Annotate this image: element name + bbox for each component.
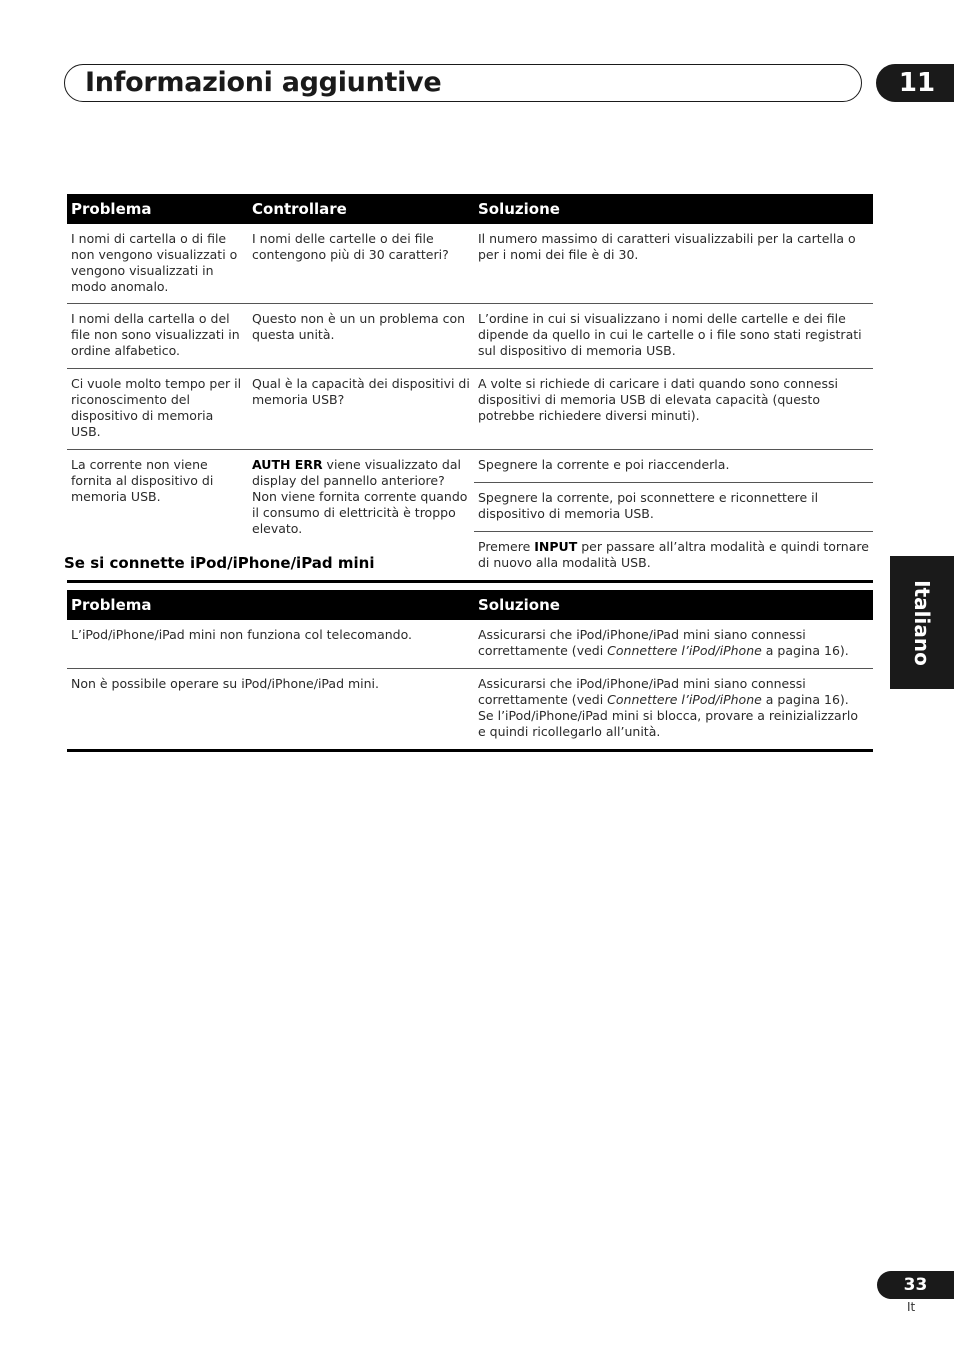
page-language-code: It	[907, 1300, 916, 1314]
cell-problema: La corrente non viene fornita al dispositivo di memoria USB.	[67, 450, 248, 582]
cell-problema: I nomi della cartella o del file non sono visualizzati in ordine alfabetico.	[67, 304, 248, 369]
soluzione-prefix: Premere	[478, 539, 535, 554]
column-header-controllare: Controllare	[248, 194, 474, 224]
cell-soluzione	[474, 620, 873, 669]
reference-link-text: Connettere l’iPod/iPhone	[607, 643, 762, 658]
table-row	[67, 369, 873, 450]
soluzione-text: Se l’iPod/iPhone/iPad mini si blocca, provare a reinizializzarlo e quindi ricollegarlo all’unità.	[478, 708, 858, 739]
reference-link-text: Connettere l’iPod/iPhone	[607, 692, 762, 707]
table-row	[67, 304, 873, 369]
cell-problema: Ci vuole molto tempo per il riconoscimento del dispositivo di memoria USB.	[67, 369, 248, 450]
controllare-text: viene visualizzato dal display del pannello anteriore? Non viene fornita corrente quando il consumo di elettricità è troppo elevato.	[252, 457, 468, 536]
ipod-troubleshooting-table	[67, 590, 873, 752]
table-header-row	[67, 590, 873, 620]
cell-problema: L’iPod/iPhone/iPad mini non funziona col telecomando.	[67, 620, 474, 669]
table-header-row	[67, 194, 873, 224]
page-title: Informazioni aggiuntive	[85, 67, 442, 98]
section-heading: Se si connette iPod/iPhone/iPad mini	[64, 554, 375, 572]
cell-soluzione	[474, 532, 873, 582]
column-header-soluzione: Soluzione	[474, 194, 873, 224]
input-button-name: INPUT	[534, 539, 578, 554]
cell-problema: Non è possibile operare su iPod/iPhone/iPad mini.	[67, 669, 474, 751]
column-header-problema: Problema	[67, 590, 474, 620]
soluzione-text: a pagina 16).	[761, 643, 849, 658]
soluzione-text: Assicurarsi che iPod/iPhone/iPad mini siano connessi correttamente (vedi	[478, 676, 806, 707]
cell-soluzione	[474, 669, 873, 751]
soluzione-text: a pagina 16).	[761, 692, 849, 707]
table-row	[67, 224, 873, 304]
page-number-badge: 33	[877, 1271, 954, 1299]
cell-soluzione: Il numero massimo di caratteri visualizzabili per la cartella o per i nomi dei file è di 30.	[474, 224, 873, 304]
chapter-header	[64, 64, 862, 102]
soluzione-suffix: per passare all’altra modalità e quindi tornare di nuovo alla modalità USB.	[478, 539, 869, 570]
table-row	[67, 669, 873, 751]
cell-soluzione: Spegnere la corrente e poi riaccenderla.	[474, 450, 873, 483]
table-row	[67, 450, 873, 483]
table-row	[67, 620, 873, 669]
chapter-number-badge: 11	[876, 64, 954, 102]
cell-controllare: I nomi delle cartelle o dei file contengono più di 30 caratteri?	[248, 224, 474, 304]
column-header-soluzione: Soluzione	[474, 590, 873, 620]
usb-troubleshooting-table	[67, 194, 873, 583]
cell-soluzione: L’ordine in cui si visualizzano i nomi delle cartelle e dei file dipende da quello in cui le cartelle o i file sono stati registrati sul dispositivo di memoria USB.	[474, 304, 873, 369]
language-label: Italiano	[910, 579, 934, 666]
cell-controllare: Qual è la capacità dei dispositivi di memoria USB?	[248, 369, 474, 450]
language-side-tab	[890, 556, 954, 689]
display-message-auth-err: AUTH ERR	[252, 457, 323, 472]
cell-controllare: Questo non è un un problema con questa unità.	[248, 304, 474, 369]
column-header-problema: Problema	[67, 194, 248, 224]
cell-problema: I nomi di cartella o di file non vengono visualizzati o vengono visualizzati in modo anomalo.	[67, 224, 248, 304]
soluzione-text: Assicurarsi che iPod/iPhone/iPad mini siano connessi correttamente (vedi	[478, 627, 806, 658]
cell-soluzione: Spegnere la corrente, poi sconnettere e riconnettere il dispositivo di memoria USB.	[474, 483, 873, 532]
cell-soluzione: A volte si richiede di caricare i dati quando sono connessi dispositivi di memoria USB di elevata capacità (questo potrebbe richiedere diversi minuti).	[474, 369, 873, 450]
